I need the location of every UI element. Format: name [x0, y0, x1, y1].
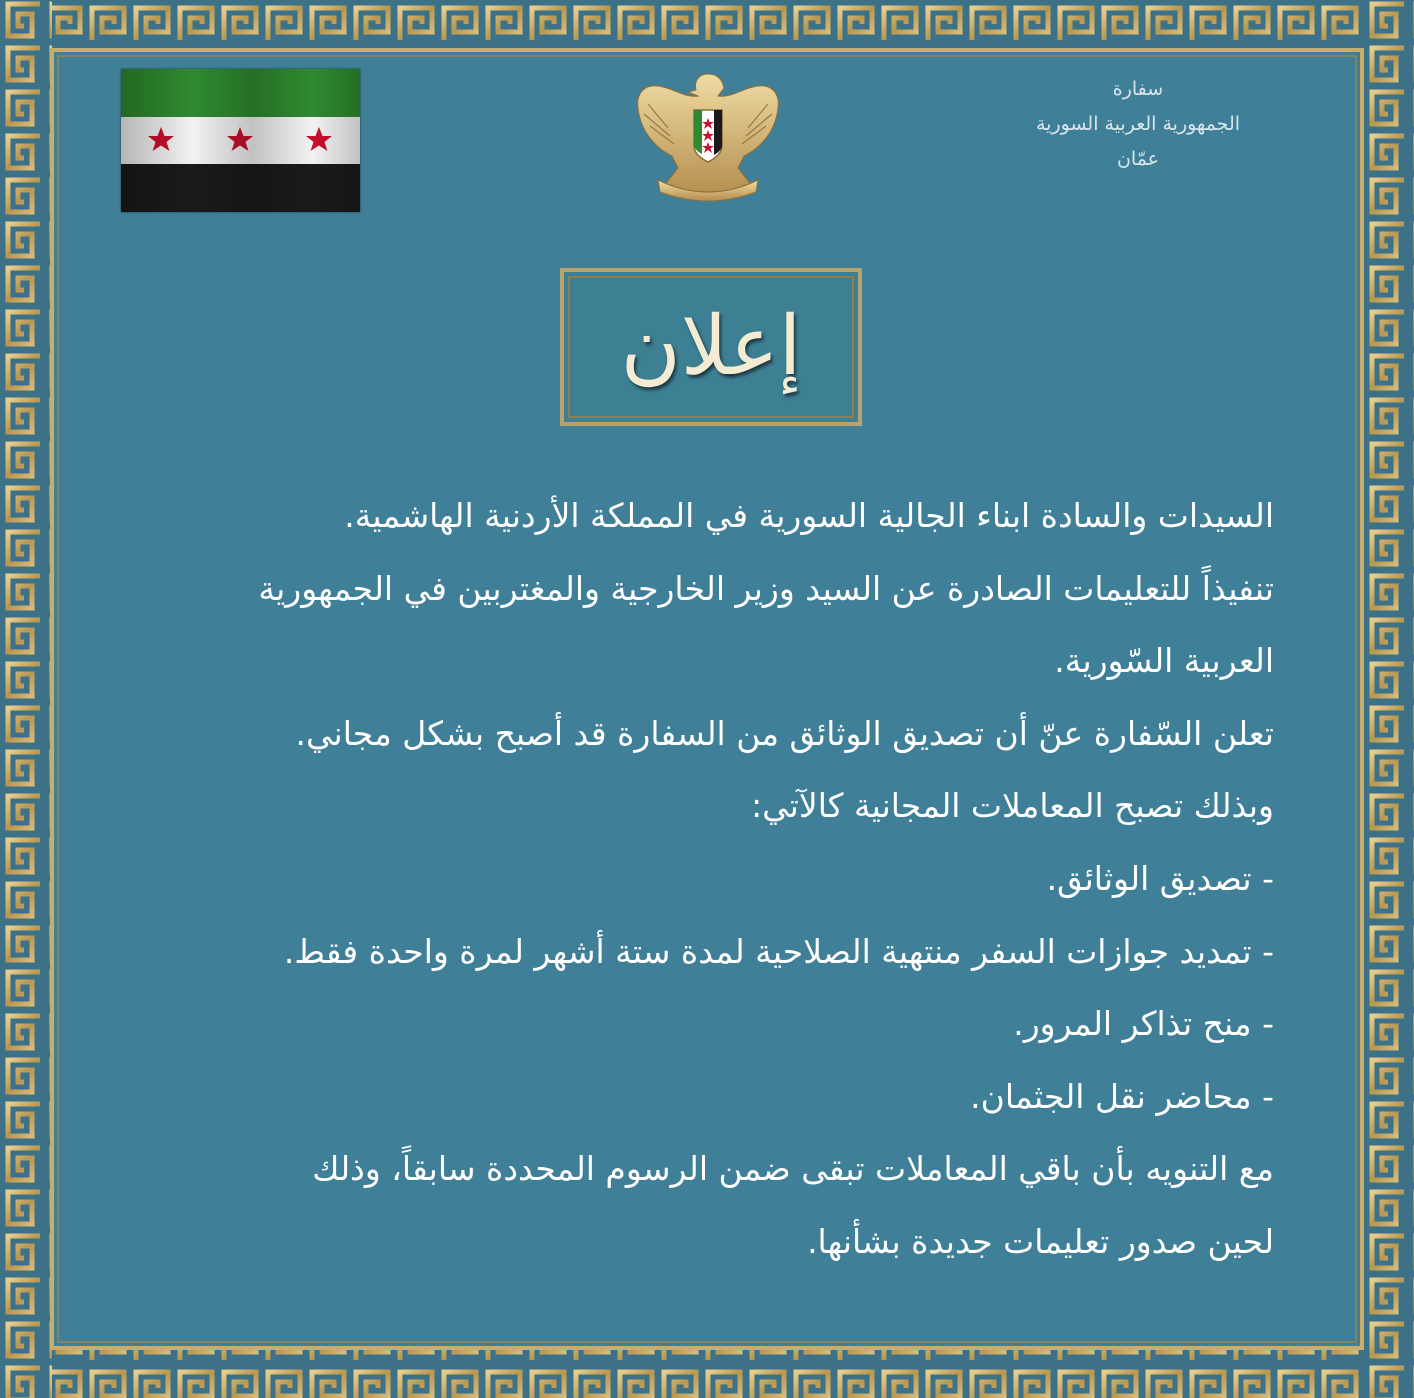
greeting-line: السيدات والسادة ابناء الجالية السورية في المملكة الأردنية الهاشمية. [344, 496, 1274, 535]
list-item: - محاضر نقل الجثمان. [970, 1076, 1274, 1116]
embassy-header [978, 72, 1298, 177]
syrian-independence-flag-icon [121, 69, 360, 212]
announcement-line: تعلن السّفارة عنّ أن تصديق الوثائق من السفارة قد أصبح بشكل مجاني. [295, 713, 1274, 753]
instruction-line-cont: العربية السّورية. [1054, 641, 1274, 681]
list-item: - تمديد جوازات السفر منتهية الصلاحية لمدة ستة أشهر لمرة واحدة فقط. [283, 931, 1274, 971]
list-item: - منح تذاكر المرور. [1013, 1004, 1274, 1044]
note-line: مع التنويه بأن باقي المعاملات تبقى ضمن الرسوم المحددة سابقاً، وذلك [312, 1149, 1274, 1189]
embassy-label: سفارة [1112, 78, 1164, 100]
announcement-title: إعلان [620, 299, 802, 394]
note-line-cont: لحين صدور تعليمات جديدة بشأنها. [807, 1221, 1274, 1261]
city-name: عمّان [1116, 148, 1160, 170]
announcement-body [136, 480, 1274, 1279]
country-name: الجمهورية العربية السورية [1035, 113, 1241, 135]
announcement-title-frame [560, 268, 862, 426]
golden-eagle-emblem-icon [628, 68, 788, 208]
list-intro: وبذلك تصبح المعاملات المجانية كالآتي: [751, 786, 1274, 826]
list-item: - تصديق الوثائق. [1046, 858, 1274, 898]
instruction-line: تنفيذاً للتعليمات الصادرة عن السيد وزير الخارجية والمغتربين في الجمهورية [258, 568, 1274, 608]
